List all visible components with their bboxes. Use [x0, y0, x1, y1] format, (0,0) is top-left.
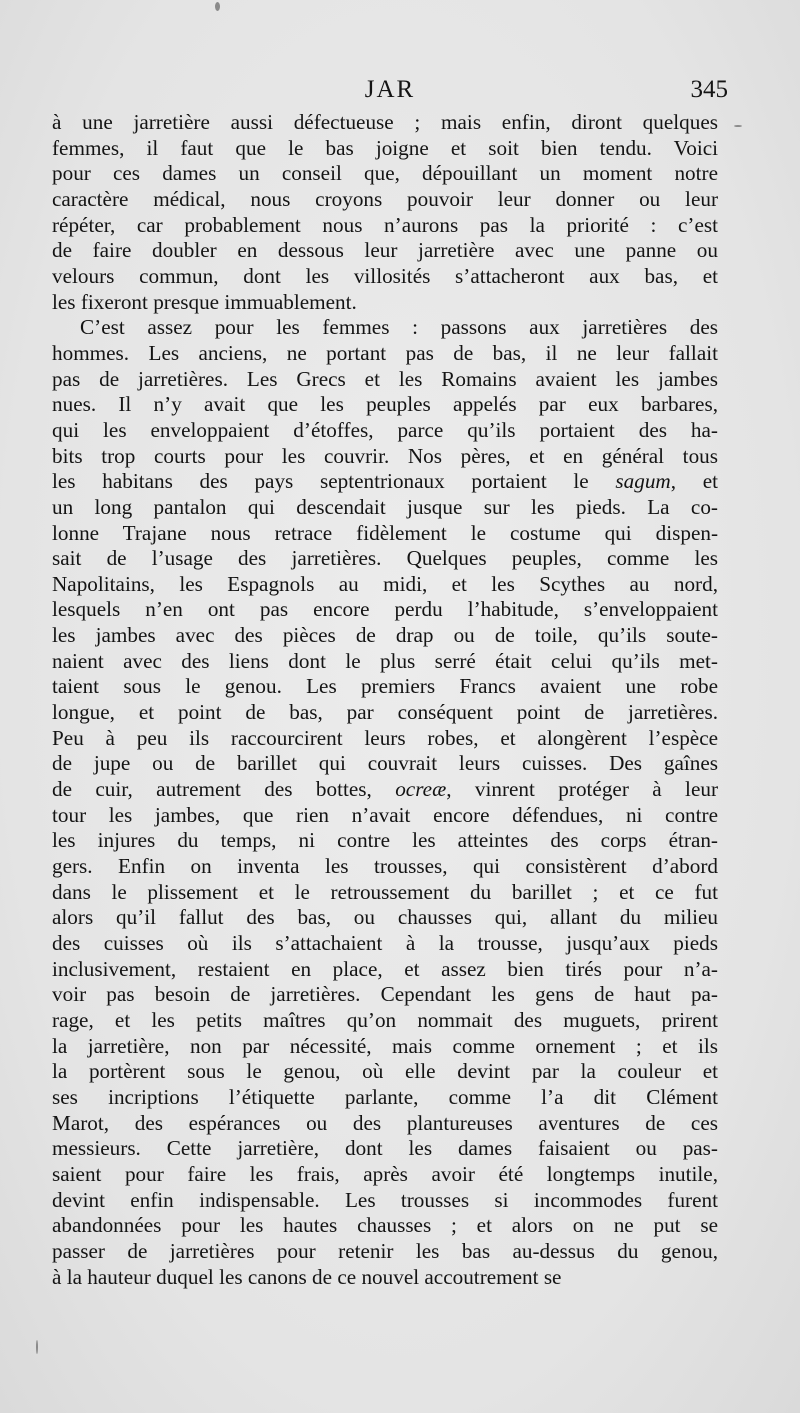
text-run: la jarretière, non par nécessité, mais comme ornement ; et ils — [52, 1033, 718, 1058]
text-run: un long pantalon qui descendait jusque sur les pieds. La co- — [52, 494, 718, 519]
text-line — [52, 187, 718, 213]
text-run: qui les enveloppaient d’étoffes, parce qu’ils portaient des ha- — [52, 417, 718, 442]
text-run: pour ces dames un conseil que, dépouillant un moment notre — [52, 161, 718, 186]
text-run: lonne Trajane nous retrace fidèlement le costume qui dispen- — [52, 520, 718, 545]
text-run: de cuir, autrement des bottes, — [52, 777, 396, 802]
text-run: dans le plissement et le retroussement du barillet ; et ce fut — [52, 879, 718, 904]
text-line — [52, 290, 718, 316]
running-head: JAR — [364, 76, 416, 103]
text-run: sait de l’usage des jarretières. Quelques peuples, comme les — [52, 546, 718, 571]
text-line — [52, 1059, 718, 1085]
text-run: femmes, il faut que le bas joigne et soit bien tendu. Voici — [52, 135, 718, 160]
text-run: taient sous le genou. Les premiers Francs avaient une robe — [52, 674, 718, 699]
text-run: messieurs. Cette jarretière, dont les dames faisaient ou pas- — [52, 1136, 718, 1161]
text-run: alors qu’il fallut des bas, ou chausses qui, allant du milieu — [52, 905, 718, 930]
text-run: inclusivement, restaient en place, et assez bien tirés pour n’a- — [52, 956, 718, 981]
text-run: C’est assez pour les femmes : passons aux jarretières des — [80, 315, 718, 340]
text-run: les injures du temps, ni contre les atteintes des corps étran- — [52, 828, 718, 853]
text-line — [52, 880, 718, 906]
text-line — [52, 572, 718, 598]
text-run: longue, et point de bas, par conséquent point de jarretières. — [52, 700, 718, 725]
text-line — [52, 751, 718, 777]
text-line — [52, 1213, 718, 1239]
text-line — [52, 418, 718, 444]
italic-term: ocreæ — [395, 777, 447, 802]
text-line — [52, 1008, 718, 1034]
text-line — [52, 367, 718, 393]
text-line — [52, 1034, 718, 1060]
text-run: rage, et les petits maîtres qu’on nommait des muguets, prirent — [52, 1007, 718, 1032]
text-run: les fixeront presque immuablement. — [52, 289, 357, 314]
italic-term: sagum — [615, 469, 671, 494]
text-run: tour les jambes, que rien n’avait encore défendues, ni contre — [52, 802, 718, 827]
text-run: passer de jarretières pour retenir les bas au-dessus du genou, — [52, 1238, 718, 1263]
text-run: , et — [670, 469, 718, 494]
text-run: à une jarretière aussi défectueuse ; mais enfin, diront quelques — [52, 110, 718, 134]
text-run: des cuisses où ils s’attachaient à la trousse, jusqu’aux pieds — [52, 931, 718, 955]
text-run: Marot, des espérances ou des plantureuses aventures de ces — [52, 1110, 718, 1135]
text-run: à la hauteur duquel les canons de ce nouvel accoutrement se — [52, 1264, 562, 1289]
text-line — [52, 1162, 718, 1188]
text-run: abandonnées pour les hautes chausses ; et alors on ne put se — [52, 1213, 718, 1238]
text-run: gers. Enfin on inventa les trousses, qui consistèrent d’abord — [52, 854, 718, 879]
paragraph — [52, 315, 718, 1290]
text-run: Peu à peu ils raccourcirent leurs robes, et alongèrent l’espèce — [52, 725, 718, 750]
text-run: ses incriptions l’étiquette parlante, comme l’a dit Clément — [52, 1084, 718, 1109]
text-run: les jambes avec des pièces de drap ou de toile, qu’ils soute- — [52, 623, 718, 648]
text-run: saient pour faire les frais, après avoir été longtemps inutile, — [52, 1161, 718, 1186]
text-run: les habitans des pays septentrionaux portaient le — [52, 469, 616, 494]
text-run: velours commun, dont les villosités s’attacheront aux bas, et — [52, 263, 718, 288]
text-run: pas de jarretières. Les Grecs et les Romains avaient les jambes — [52, 366, 718, 391]
text-run: nues. Il n’y avait que les peuples appelés par eux barbares, — [52, 392, 718, 417]
text-line — [52, 649, 718, 675]
text-line — [52, 803, 718, 829]
text-line — [52, 674, 718, 700]
text-line — [52, 444, 718, 470]
text-run: de jupe ou de barillet qui couvrait leurs cuisses. Des gaînes — [52, 751, 718, 776]
text-line — [52, 828, 718, 854]
text-line — [52, 161, 718, 187]
text-line — [52, 931, 718, 957]
paragraph — [52, 110, 718, 315]
text-line — [52, 469, 718, 495]
text-line — [52, 777, 718, 803]
text-run: Napolitains, les Espagnols au midi, et les Scythes au nord, — [52, 571, 718, 596]
text-line — [52, 1136, 718, 1162]
text-line — [52, 546, 718, 572]
text-line — [52, 982, 718, 1008]
text-line — [52, 957, 718, 983]
text-line — [52, 238, 718, 264]
text-run: naient avec des liens dont le plus serré était celui qu’ils met- — [52, 648, 718, 673]
text-run: lesquels n’en ont pas encore perdu l’habitude, s’enveloppaient — [52, 597, 718, 622]
text-line — [52, 726, 718, 752]
print-speck — [734, 125, 742, 127]
text-line — [52, 341, 718, 367]
text-line — [52, 1085, 718, 1111]
text-run: bits trop courts pour les couvrir. Nos pères, et en général tous — [52, 443, 718, 468]
text-line — [52, 315, 718, 341]
text-line — [52, 854, 718, 880]
text-run: devint enfin indispensable. Les trousses si incommodes furent — [52, 1187, 718, 1212]
text-line — [52, 110, 718, 136]
text-run: caractère médical, nous croyons pouvoir leur donner ou leur — [52, 186, 718, 211]
text-line — [52, 1111, 718, 1137]
text-line — [52, 623, 718, 649]
text-run: la portèrent sous le genou, où elle devint par la couleur et — [52, 1059, 718, 1084]
text-line — [52, 905, 718, 931]
text-line — [52, 264, 718, 290]
text-run: voir pas besoin de jarretières. Cependant les gens de haut pa- — [52, 982, 718, 1007]
text-line — [52, 521, 718, 547]
text-line — [52, 1265, 718, 1291]
text-line — [52, 495, 718, 521]
text-line — [52, 1239, 718, 1265]
text-run: de faire doubler en dessous leur jarretière avec une panne ou — [52, 238, 718, 263]
text-run: répéter, car probablement nous n’aurons pas la priorité : c’est — [52, 212, 718, 237]
text-line — [52, 392, 718, 418]
text-line — [52, 597, 718, 623]
text-run: , vinrent protéger à leur — [446, 777, 719, 802]
page-header — [52, 76, 728, 108]
body-text — [52, 110, 718, 1290]
text-run: hommes. Les anciens, ne portant pas de bas, il ne leur fallait — [52, 340, 718, 365]
print-speck — [215, 2, 220, 11]
print-speck — [36, 1340, 38, 1354]
text-line — [52, 136, 718, 162]
text-line — [52, 700, 718, 726]
text-line — [52, 213, 718, 239]
text-line — [52, 1188, 718, 1214]
page-number: 345 — [690, 76, 728, 103]
